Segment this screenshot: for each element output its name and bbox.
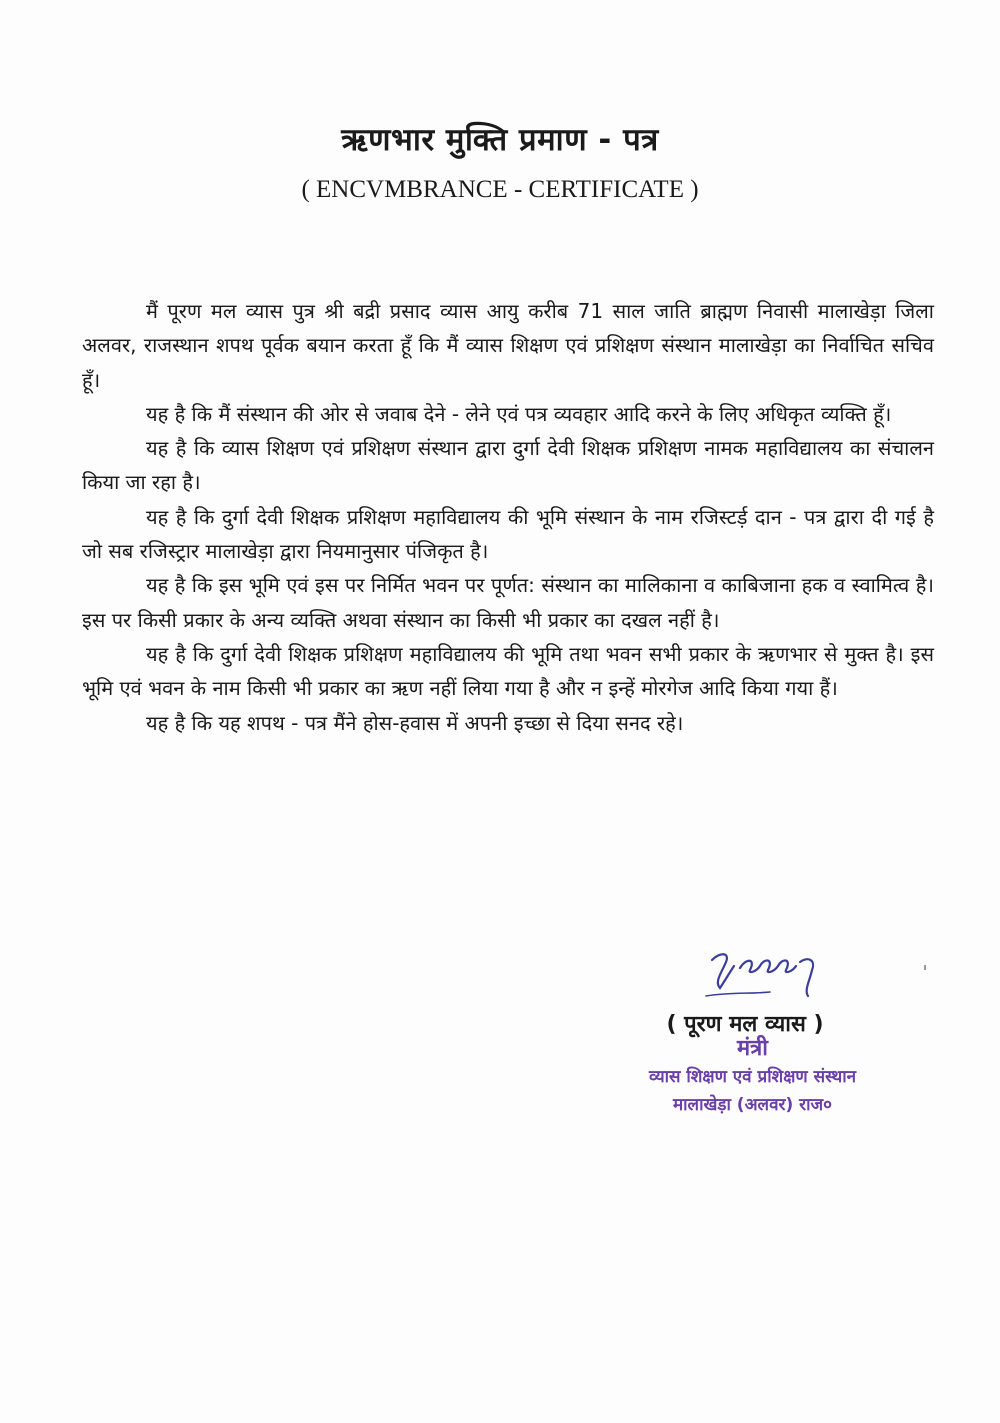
paragraph-land-registration: यह है कि दुर्गा देवी शिक्षक प्रशिक्षण महाविद्यालय की भूमि संस्थान के नाम रजिस्टर्ड़ दान - पत्र द्वारा दी गई है जो सब रजिस्ट्रार मालाखेड़ा द्वारा नियमानुसार पंजिकृत है। <box>82 504 934 564</box>
paragraph-authorization: यह है कि मैं संस्थान की ओर से जवाब देने - लेने एवं पत्र व्यवहार आदि करने के लिए अधिकृत व्यक्ति हूँ। <box>146 401 892 426</box>
paragraph-oath: यह है कि यह शपथ - पत्र मैंने होस-हवास में अपनी इच्छा से दिया सनद रहे। <box>146 710 684 735</box>
stamp-address: मालाखेड़ा (अलवर) राज० <box>672 1095 832 1115</box>
official-stamp <box>610 1035 895 1119</box>
signature-icon <box>700 938 840 1000</box>
paragraph-encumbrance-free: यह है कि दुर्गा देवी शिक्षक प्रशिक्षण महाविद्यालय की भूमि तथा भवन सभी प्रकार के ऋणभार से मुक्त है। इस भूमि एवं भवन के नाम किसी भी प्रकार का ऋण नहीं लिया गया है और न इन्हें मोरगेज आदि किया गया हैं। <box>82 641 934 701</box>
paragraph-declaration: मैं पूरण मल व्यास पुत्र श्री बद्री प्रसाद व्यास आयु करीब 71 साल जाति ब्राह्मण निवासी मालाखेड़ा जिला अलवर, राजस्थान शपथ पूर्वक बयान करता हूँ कि मैं व्यास शिक्षण एवं प्रशिक्षण संस्थान मालाखेड़ा का निर्वाचित सचिव हूँ। <box>82 299 934 392</box>
document-title: ऋणभार मुक्ति प्रमाण - पत्र <box>341 122 659 158</box>
scan-speck <box>924 965 926 970</box>
signatory-name: ( पूरण मल व्यास ) <box>666 1012 824 1037</box>
document-subtitle: ( ENCVMBRANCE - CERTIFICATE ) <box>301 176 699 203</box>
paragraph-college-operation: यह है कि व्यास शिक्षण एवं प्रशिक्षण संस्थान द्वारा दुर्गा देवी शिक्षक प्रशिक्षण नामक महाविद्यालय का संचालन किया जा रहा है। <box>82 436 934 495</box>
paragraph-ownership: यह है कि इस भूमि एवं इस पर निर्मित भवन पर पूर्णत: संस्थान का मालिकाना व काबिजाना हक व स्वामित्व है। इस पर किसी प्रकार के अन्य व्यक्ति अथवा संस्थान का किसी भी प्रकार का दखल नहीं है। <box>82 573 934 632</box>
stamp-designation: मंत्री <box>737 1036 768 1061</box>
stamp-institution: व्यास शिक्षण एवं प्रशिक्षण संस्थान <box>648 1067 857 1087</box>
document-body <box>82 294 934 740</box>
